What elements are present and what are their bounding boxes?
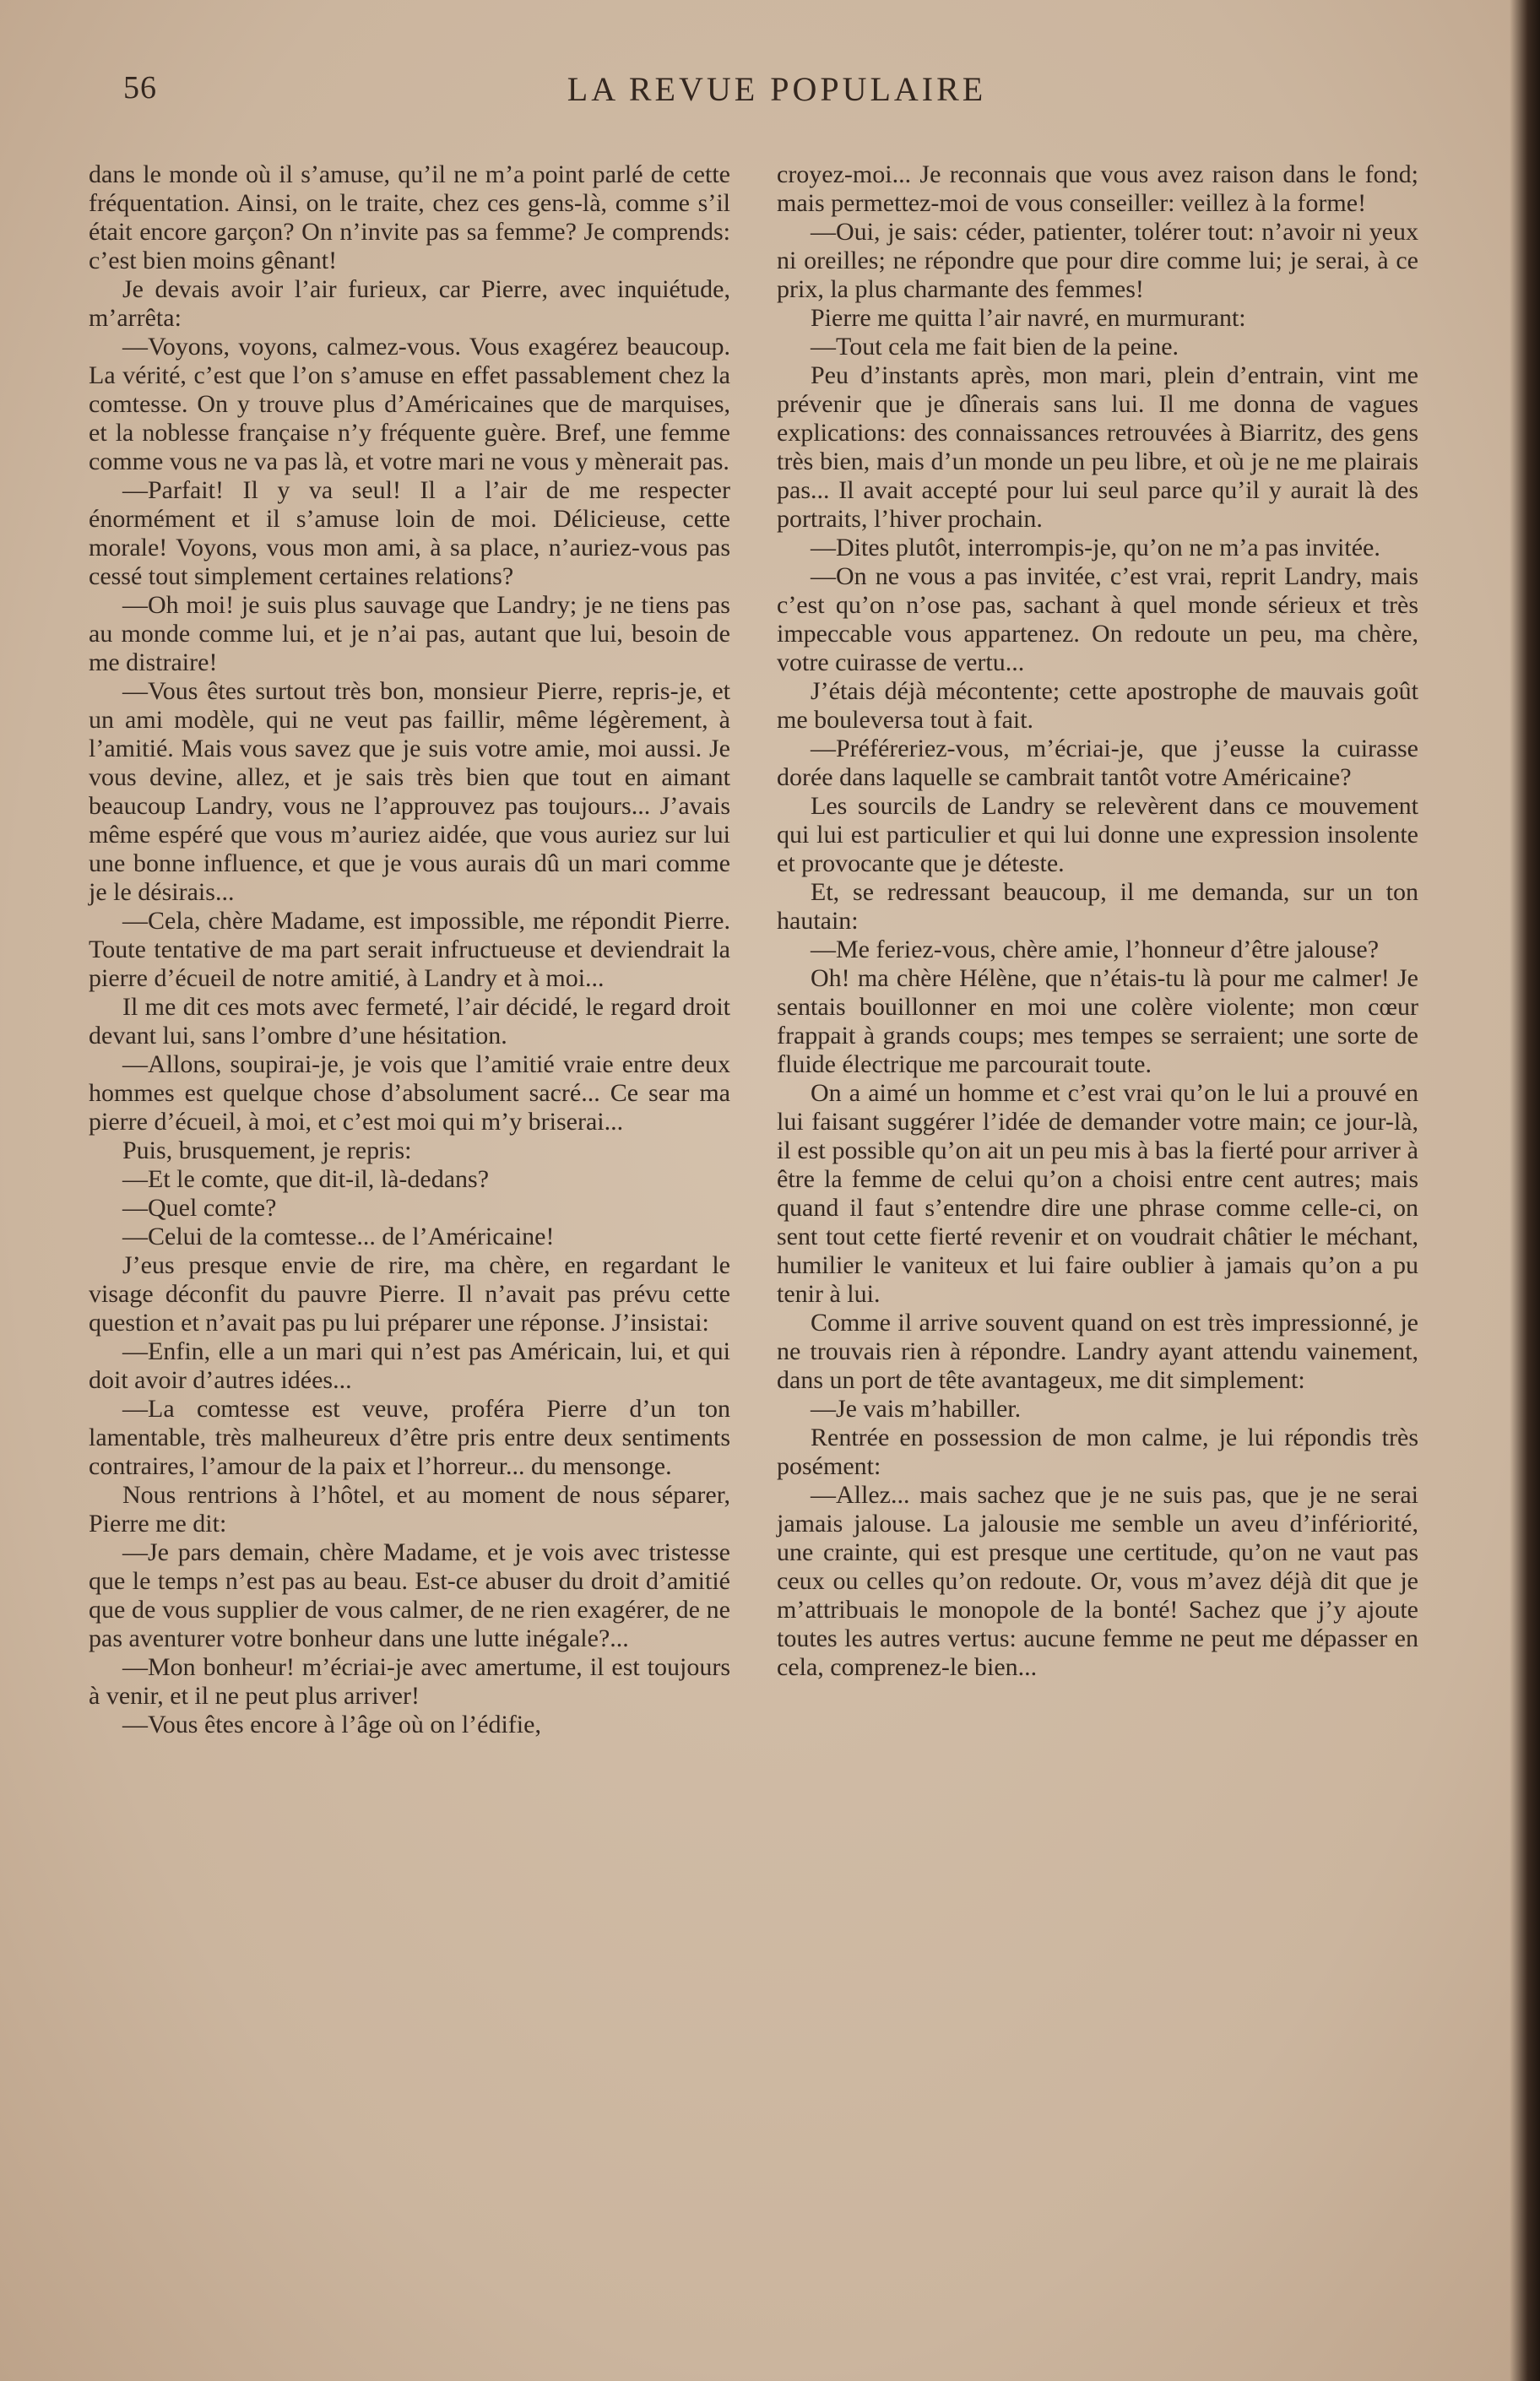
paragraph: —Allons, soupirai-je, je vois que l’amitié vraie entre deux hommes est quelque chose d’absolument sacré... Ce sear ma pierre d’écueil, à moi, et c’est moi qui m’y briserai... bbox=[89, 1050, 730, 1136]
paragraph: Je devais avoir l’air furieux, car Pierre, avec inquiétude, m’arrêta: bbox=[89, 275, 730, 332]
paragraph: —Oh moi! je suis plus sauvage que Landry; je ne tiens pas au monde comme lui, et je n’ai pas, autant que lui, besoin de me distraire! bbox=[89, 591, 730, 676]
paragraph: Peu d’instants après, mon mari, plein d’entrain, vint me prévenir que je dînerais sans lui. Il me donna de vagues explications: des connaissances retrouvées à Biarritz, des gens très bien, mais d’un monde un peu libre, et où je ne me plairais pas... Il avait accepté pour lui seul parce qu’il y aurait là des portraits, l’hiver prochain. bbox=[777, 361, 1418, 533]
paragraph: —Parfait! Il y va seul! Il a l’air de me respecter énormément et il s’amuse loin de moi. Délicieuse, cette morale! Voyons, vous mon ami, à sa place, n’auriez-vous pas cessé tout simplement certaines relations? bbox=[89, 476, 730, 590]
paragraph: —Dites plutôt, interrompis-je, qu’on ne m’a pas invitée. bbox=[811, 534, 1380, 561]
paragraph: Pierre me quitta l’air navré, en murmurant: bbox=[811, 304, 1246, 332]
paragraph: —La comtesse est veuve, proféra Pierre d’un ton lamentable, très malheureux d’être pris entre deux sentiments contraires, l’amour de la paix et l’horreur... du mensonge. bbox=[89, 1395, 730, 1480]
paragraph: —Voyons, voyons, calmez-vous. Vous exagérez beaucoup. La vérité, c’est que l’on s’amuse en effet passablement chez la comtesse. On y trouve plus d’Américaines que de marquises, et la noblesse française n’y fréquente guère. Bref, une femme comme vous ne va pas là, et votre mari ne vous y mènerait pas. bbox=[89, 333, 730, 475]
paragraph: —Me feriez-vous, chère amie, l’honneur d’être jalouse? bbox=[811, 936, 1380, 963]
paragraph: —Celui de la comtesse... de l’Américaine! bbox=[122, 1223, 555, 1250]
paragraph: —Vous êtes surtout très bon, monsieur Pierre, repris-je, et un ami modèle, qui ne veut pas faillir, même légèrement, à l’amitié. Mais vous savez que je suis votre amie, moi aussi. Je vous devine, allez, et je sais très bien que tout en aimant beaucoup Landry, vous ne l’approuvez pas toujours... J’avais même espéré que vous m’auriez aidée, que vous auriez sur lui une bonne influence, et que je vous aurais dû un mari comme je le désirais... bbox=[89, 677, 730, 906]
paragraph: —Cela, chère Madame, est impossible, me répondit Pierre. Toute tentative de ma part serait infructueuse et deviendrait la pierre d’écueil de notre amitié, à Landry et à moi... bbox=[89, 907, 730, 992]
paragraph: —Je pars demain, chère Madame, et je vois avec tristesse que le temps n’est pas au beau. Est-ce abuser du droit d’amitié que de vous supplier de vous calmer, de ne rien exagérer, de ne pas aventurer votre bonheur dans une lutte inégale?... bbox=[89, 1538, 730, 1652]
paragraph: —Enfin, elle a un mari qui n’est pas Américain, lui, et qui doit avoir d’autres idées... bbox=[89, 1337, 730, 1394]
paragraph: J’étais déjà mécontente; cette apostrophe de mauvais goût me bouleversa tout à fait. bbox=[777, 677, 1418, 734]
paragraph: On a aimé un homme et c’est vrai qu’on le lui a prouvé en lui faisant suggérer l’idée de demander votre main; ce jour-là, il est possible qu’on ait un peu mis à bas la fierté pour arriver à être la femme de celui qu’on a choisi entre cent autres; mais quand il faut s’entendre dire une phrase comme celle-ci, on sent tout cette fierté revenir et on voudrait châtier le méchant, humilier le vaniteux et lui faire oublier à jamais qu’on a pu tenir à lui. bbox=[777, 1079, 1418, 1308]
paragraph: —Oui, je sais: céder, patienter, tolérer tout: n’avoir ni yeux ni oreilles; ne répondre que pour dire comme lui; je serai, à ce prix, la plus charmante des femmes! bbox=[777, 218, 1418, 303]
paragraph: —Préféreriez-vous, m’écriai-je, que j’eusse la cuirasse dorée dans laquelle se cambrait tantôt votre Américaine? bbox=[777, 735, 1418, 791]
paragraph: Comme il arrive souvent quand on est très impressionné, je ne trouvais rien à répondre. Landry ayant attendu vainement, dans un port de tête avantageux, me dit simplement: bbox=[777, 1309, 1418, 1394]
page-number: 56 bbox=[123, 70, 157, 106]
text-column-left bbox=[89, 160, 730, 1739]
paragraph: —Mon bonheur! m’écriai-je avec amertume, il est toujours à venir, et il ne peut plus arriver! bbox=[89, 1653, 730, 1710]
paragraph: Il me dit ces mots avec fermeté, l’air décidé, le regard droit devant lui, sans l’ombre d’une hésitation. bbox=[89, 993, 730, 1049]
page-header bbox=[118, 69, 1435, 120]
paragraph: J’eus presque envie de rire, ma chère, en regardant le visage déconfit du pauvre Pierre. Il n’avait pas prévu cette question et n’avait pas pu lui préparer une réponse. J’insistai: bbox=[89, 1251, 730, 1337]
paragraph: Rentrée en possession de mon calme, je lui répondis très posément: bbox=[777, 1424, 1418, 1480]
running-title: LA REVUE POPULAIRE bbox=[567, 70, 987, 108]
paragraph: —Vous êtes encore à l’âge où on l’édifie, bbox=[122, 1711, 541, 1738]
paragraph: Oh! ma chère Hélène, que n’étais-tu là pour me calmer! Je sentais bouillonner en moi une colère violente; mon cœur frappait à grands coups; mes tempes se serraient; une sorte de fluide électrique me parcourait toute. bbox=[777, 964, 1418, 1078]
text-column-right bbox=[777, 160, 1418, 1682]
paragraph: croyez-moi... Je reconnais que vous avez raison dans le fond; mais permettez-moi de vous conseiller: veillez à la forme! bbox=[777, 160, 1418, 217]
paragraph: —Allez... mais sachez que je ne suis pas, que je ne serai jamais jalouse. La jalousie me semble un aveu d’infériorité, une crainte, qui est presque une certitude, qu’on ne vaut pas ceux ou celles qu’on redoute. Or, vous m’avez déjà dit que je m’attribuais le monopole de la bonté! Sachez que j’y ajoute toutes les autres vertus: aucune femme ne peut me dépasser en cela, comprenez-le bien... bbox=[777, 1481, 1418, 1681]
paragraph: Les sourcils de Landry se relevèrent dans ce mouvement qui lui est particulier et qui lui donne une expression insolente et provocante que je déteste. bbox=[777, 792, 1418, 877]
paragraph: Puis, brusquement, je repris: bbox=[122, 1136, 412, 1164]
binding-shadow bbox=[1510, 0, 1540, 2381]
paragraph: Et, se redressant beaucoup, il me demanda, sur un ton hautain: bbox=[777, 878, 1418, 935]
paragraph: —On ne vous a pas invitée, c’est vrai, reprit Landry, mais c’est qu’on n’ose pas, sachant à quel monde sérieux et très impeccable vous appartenez. On redoute un peu, ma chère, votre cuirasse de vertu... bbox=[777, 562, 1418, 676]
paragraph: —Tout cela me fait bien de la peine. bbox=[811, 333, 1179, 361]
paragraph: Nous rentrions à l’hôtel, et au moment de nous séparer, Pierre me dit: bbox=[89, 1481, 730, 1538]
paragraph: —Je vais m’habiller. bbox=[811, 1395, 1022, 1423]
paragraph: —Et le comte, que dit-il, là-dedans? bbox=[122, 1165, 490, 1193]
paragraph: —Quel comte? bbox=[122, 1194, 277, 1222]
paragraph: dans le monde où il s’amuse, qu’il ne m’a point parlé de cette fréquentation. Ainsi, on le traite, chez ces gens-là, comme s’il était encore garçon? On n’invite pas sa femme? Je comprends: c’est bien moins gênant! bbox=[89, 160, 730, 274]
